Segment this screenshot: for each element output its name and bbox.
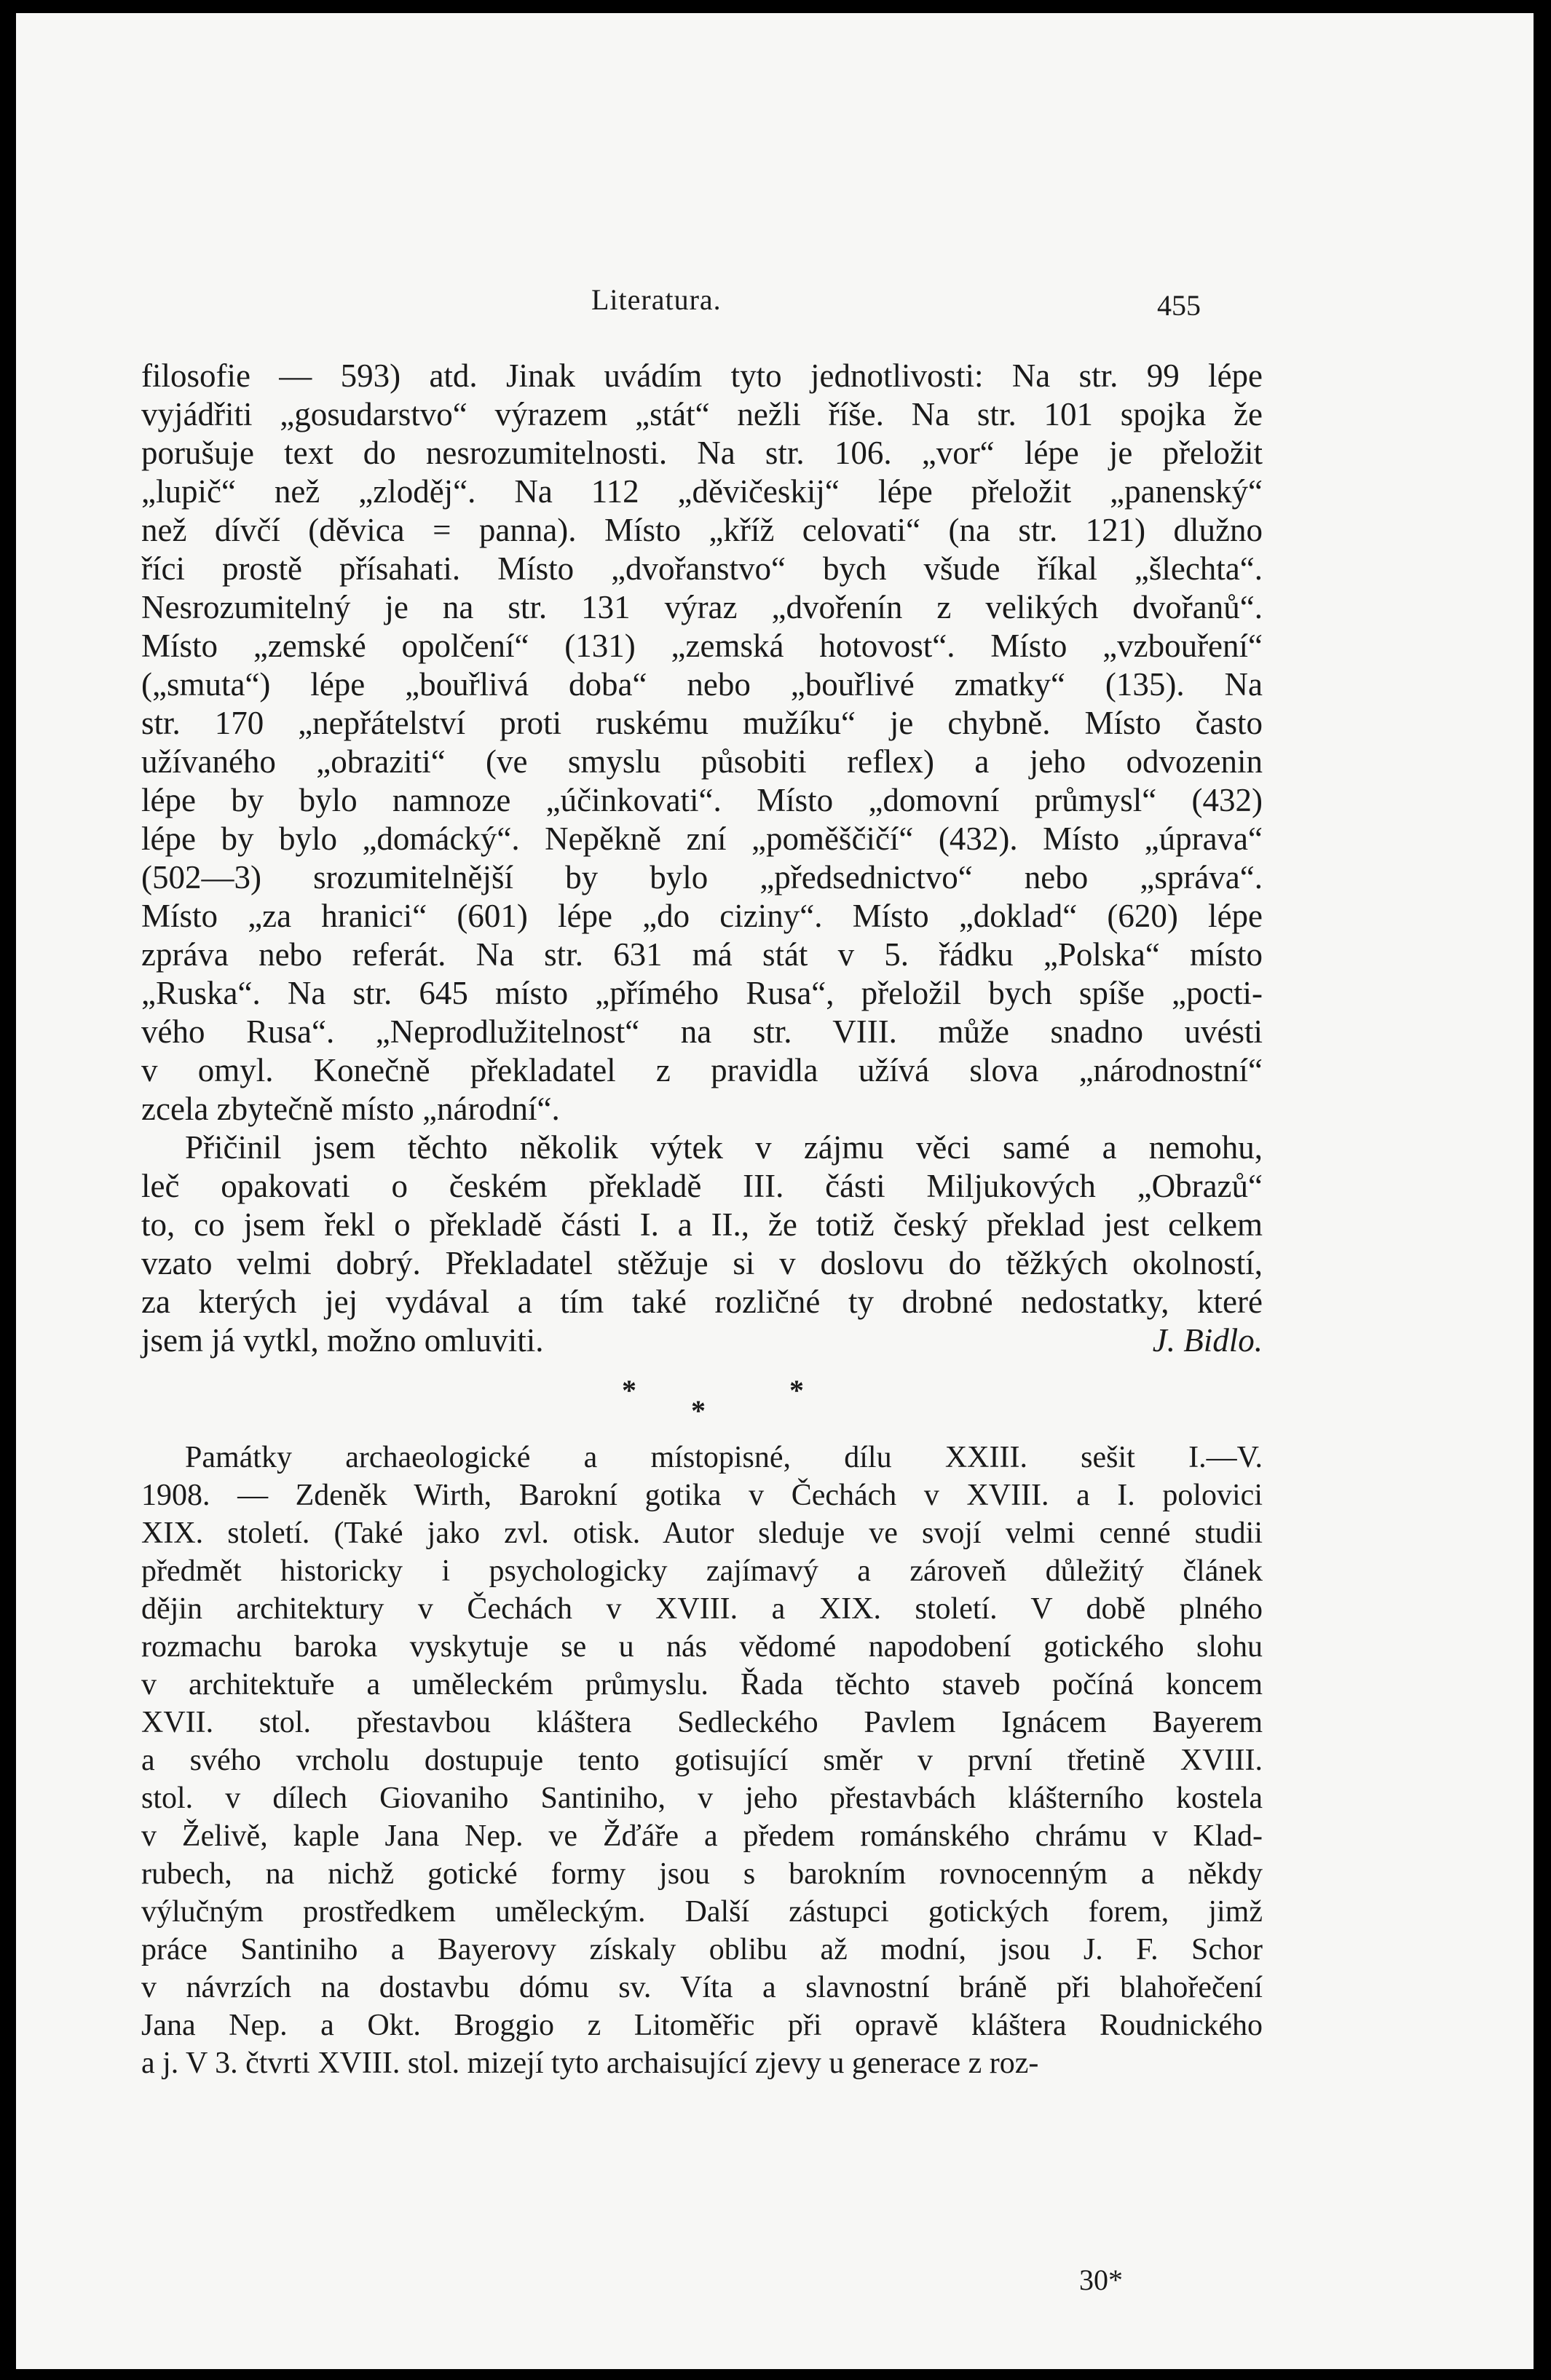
text-line: jsem já vytkl, možno omluviti. J. Bidlo. (141, 1322, 1263, 1359)
text-line: XIX. století. (Také jako zvl. otisk. Autor sleduje ve svojí velmi cenné studii (141, 1517, 1263, 1550)
text-line: zcela zbytečně místo „národní“. (141, 1091, 560, 1127)
text-line: dějin architektury v Čechách v XVIII. a XIX. století. V době plného (141, 1592, 1263, 1626)
text-line: práce Santiniho a Bayerovy získaly oblibu až modní, jsou J. F. Schor (141, 1933, 1263, 1966)
text-line: v architektuře a uměleckém průmyslu. Řada těchto staveb počíná koncem (141, 1668, 1263, 1701)
text-line: v omyl. Konečně překladatel z pravidla užívá slova „národnostní“ (141, 1052, 1263, 1088)
separator-star: * (622, 1374, 636, 1407)
paragraph-new-review (141, 1439, 1263, 2082)
text-line: užívaného „obraziti“ (ve smyslu působiti reflex) a jeho odvozenin (141, 743, 1263, 780)
text-line: str. 170 „nepřátelství proti ruskému mužíku“ je chybně. Místo často (141, 705, 1263, 741)
text-line: Památky archaeologické a místopisné, dílu XXIII. sešit I.—V. (185, 1441, 1263, 1474)
text-line: říci prostě přísahati. Místo „dvořanstvo“ bych všude říkal „šlechta“. (141, 550, 1263, 587)
text-line: vého Rusa“. „Neprodlužitelnost“ na str. VIII. může snadno uvésti (141, 1013, 1263, 1050)
text-line: v Želivě, kaple Jana Nep. ve Žďáře a předem románského chrámu v Klad- (141, 1819, 1263, 1853)
text-line: „Ruska“. Na str. 645 místo „přímého Rusa“, přeložil bych spíše „pocti- (141, 975, 1263, 1011)
separator-star: * (789, 1374, 804, 1407)
section-separator (141, 1373, 1263, 1439)
separator-star: * (691, 1394, 706, 1427)
running-title: Literatura. (591, 283, 722, 316)
text-line: lépe by bylo namnoze „účinkovati“. Místo „domovní průmysl“ (432) (141, 782, 1263, 818)
text-line: a j. V 3. čtvrti XVIII. stol. mizejí tyto archaisující zjevy u generace z roz- (141, 2047, 1039, 2080)
text-line: a svého vrcholu dostupuje tento gotisující směr v první třetině XVIII. (141, 1744, 1263, 1777)
text-line: výlučným prostředkem uměleckým. Další zástupci gotických forem, jimž (141, 1895, 1263, 1929)
page-number: 455 (1157, 289, 1201, 322)
text-line: to, co jsem řekl o překladě části I. a II., že totiž český překlad jest celkem (141, 1206, 1263, 1243)
text-line: vyjádřiti „gosudarstvo“ výrazem „stát“ nežli říše. Na str. 101 spojka že (141, 396, 1263, 432)
signature-mark: 30* (1079, 2264, 1123, 2296)
paragraph-review-continuation (141, 357, 1263, 1128)
text-line: Místo „za hranici“ (601) lépe „do ciziny“. Místo „doklad“ (620) lépe (141, 898, 1263, 934)
text-line: (502—3) srozumitelnější by bylo „předsednictvo“ nebo „správa“. (141, 859, 1263, 896)
text-line: Přičinil jsem těchto několik výtek v zájmu věci samé a nemohu, (185, 1129, 1263, 1166)
text-line: porušuje text do nesrozumitelnosti. Na str. 106. „vor“ lépe je přeložit (141, 435, 1263, 471)
page-body (141, 357, 1263, 2082)
text-line: v návrzích na dostavbu dómu sv. Víta a slavnostní bráně při blahořečení (141, 1971, 1263, 2004)
text-line: za kterých jej vydával a tím také rozličné ty drobné nedostatky, které (141, 1284, 1263, 1320)
text-line: zpráva nebo referát. Na str. 631 má stát v 5. řádku „Polska“ místo (141, 936, 1263, 973)
text-line: vzato velmi dobrý. Překladatel stěžuje si v doslovu do těžkých okolností, (141, 1245, 1263, 1281)
text-line: rubech, na nichž gotické formy jsou s barokním rovnocenným a někdy (141, 1857, 1263, 1891)
page-header (16, 282, 1534, 326)
text-line: XVII. stol. přestavbou kláštera Sedleckého Pavlem Ignácem Bayerem (141, 1706, 1263, 1739)
text-line: 1908. — Zdeněk Wirth, Barokní gotika v Čechách v XVIII. a I. polovici (141, 1479, 1263, 1512)
text-line: („smuta“) lépe „bouřlivá doba“ nebo „bouřlivé zmatky“ (135). Na (141, 666, 1263, 703)
text-line: stol. v dílech Giovaniho Santiniho, v jeho přestavbách klášterního kostela (141, 1782, 1263, 1815)
text-line: než dívčí (děvica = panna). Místo „kříž celovati“ (na str. 121) dlužno (141, 512, 1263, 548)
book-page (16, 13, 1534, 2369)
text-line: Jana Nep. a Okt. Broggio z Litoměřic při opravě kláštera Roudnického (141, 2009, 1263, 2042)
author-signature: J. Bidlo. (1152, 1322, 1263, 1359)
text-line: Místo „zemské opolčení“ (131) „zemská hotovost“. Místo „vzbouření“ (141, 628, 1263, 664)
text-line: rozmachu baroka vyskytuje se u nás vědomé napodobení gotického slohu (141, 1630, 1263, 1664)
text-line: „lupič“ než „zloděj“. Na 112 „děvičeskij“ lépe přeložit „panenský“ (141, 473, 1263, 510)
text-line: Nesrozumitelný je na str. 131 výraz „dvořenín z velikých dvořanů“. (141, 589, 1263, 625)
text-line: leč opakovati o českém překladě III. části Miljukových „Obrazů“ (141, 1168, 1263, 1204)
text-line: lépe by bylo „domácký“. Nepěkně zní „poměščičí“ (432). Místo „úprava“ (141, 821, 1263, 857)
text-line: filosofie — 593) atd. Jinak uvádím tyto jednotlivosti: Na str. 99 lépe (141, 357, 1263, 394)
text-line: předmět historicky i psychologicky zajímavý a zároveň důležitý článek (141, 1554, 1263, 1588)
paragraph-conclusion (141, 1128, 1263, 1360)
